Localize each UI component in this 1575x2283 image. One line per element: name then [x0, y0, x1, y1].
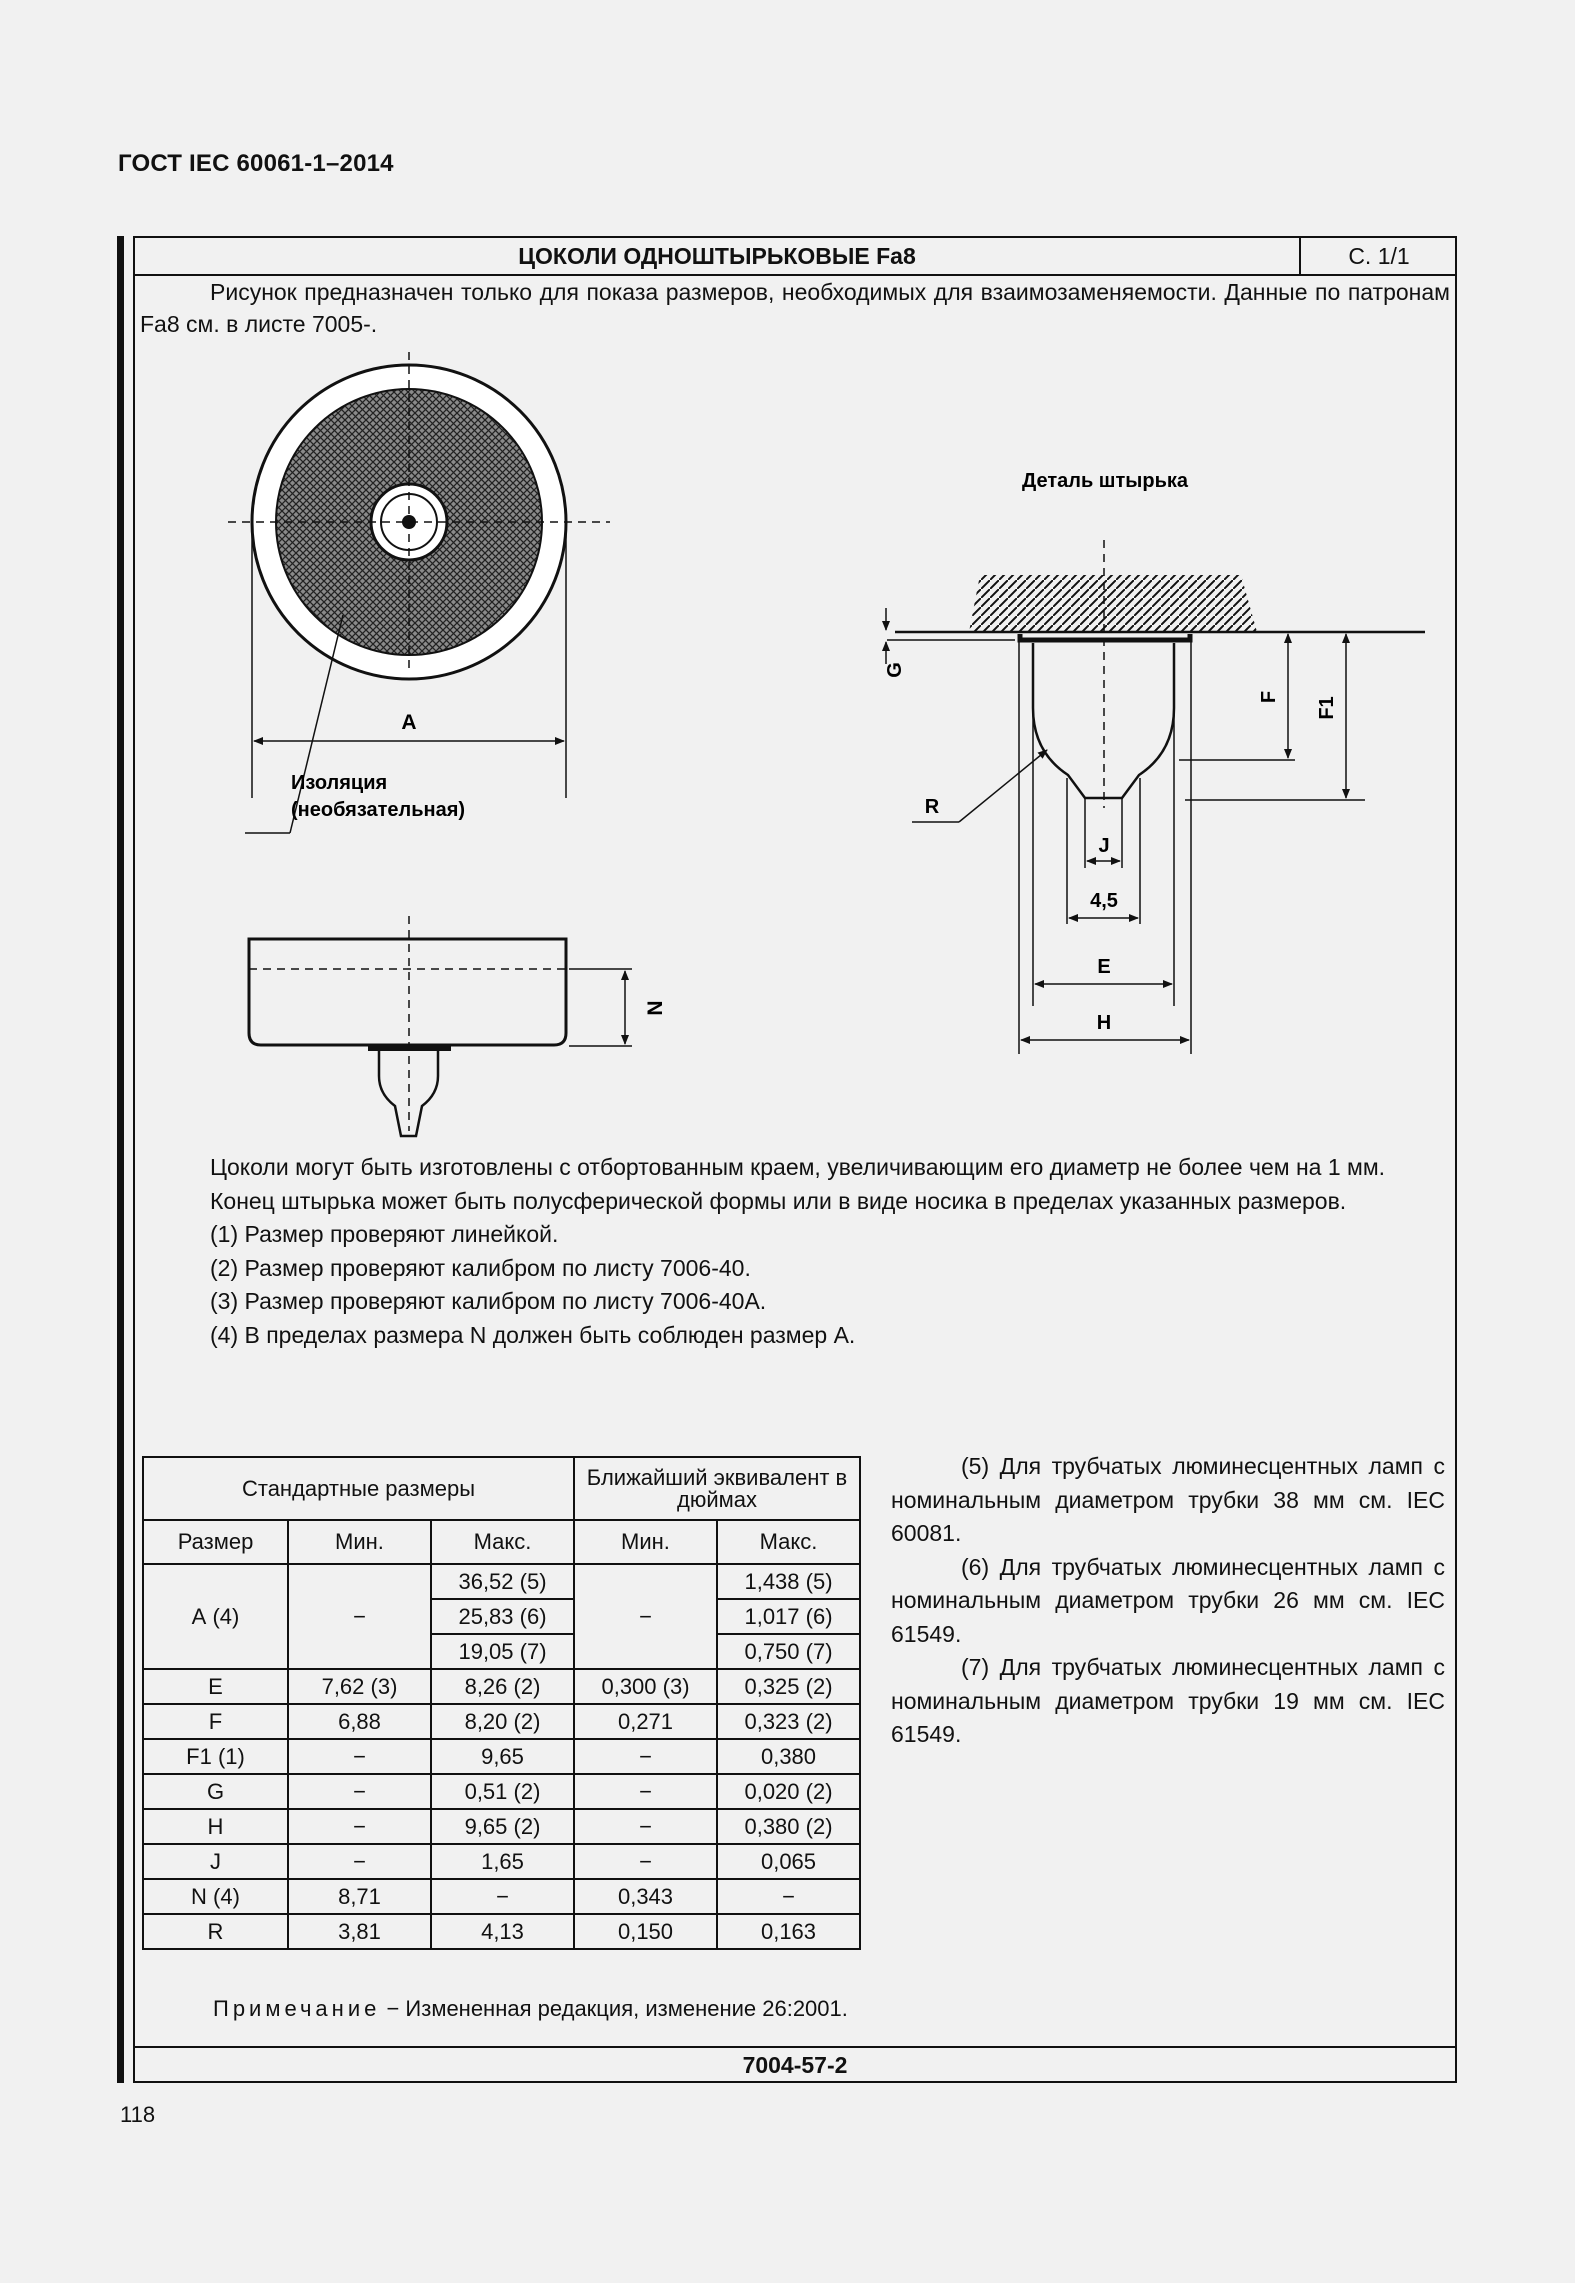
note-item: (4) В пределах размера N должен быть соблюден размер А.	[210, 1321, 856, 1348]
intro-paragraph: Рисунок предназначен только для показа размеров, необходимых для взаимозаменяемости. Данные по патронам Fa8 см. в листе 7005-.	[140, 279, 1450, 337]
sheet-title: ЦОКОЛИ ОДНОШТЫРЬКОВЫЕ Fa8	[135, 238, 1301, 274]
standard-sheet	[133, 236, 1457, 2083]
dimensions-table	[142, 1456, 861, 1950]
table-header-max: Макс.	[431, 1520, 574, 1564]
dim-label-f1: F1	[1316, 696, 1338, 720]
pin-detail-title: Деталь штырька	[1021, 470, 1189, 492]
note-paragraph: Конец штырька может быть полусферической формы или в виде носика в пределах указанных размеров.	[210, 1187, 1347, 1214]
table-row: F 6,88 8,20 (2) 0,271 0,323 (2)	[143, 1704, 860, 1739]
table-row: F1 (1) − 9,65 − 0,380	[143, 1739, 860, 1774]
note-paragraph: Цоколи могут быть изготовлены с отбортованным краем, увеличивающим его диаметр не более чем на 1 мм.	[210, 1154, 1386, 1180]
insulation-note: (необязательная)	[291, 799, 466, 821]
table-row: J − 1,65 − 0,065	[143, 1844, 860, 1879]
note-item: (3) Размер проверяют калибром по листу 7006-40А.	[210, 1288, 767, 1314]
table-group-standard: Стандартные размеры	[143, 1457, 574, 1520]
note-item: (2) Размер проверяют калибром по листу 7006-40.	[210, 1254, 751, 1281]
note-text: − Измененная редакция, изменение 26:2001.	[380, 1996, 848, 2021]
table-header-min: Мин.	[288, 1520, 431, 1564]
page-number: 118	[120, 2102, 156, 2127]
base-top-view	[228, 352, 610, 833]
table-header-size: Размер	[143, 1520, 288, 1564]
notes-section	[140, 1151, 1450, 1352]
dim-label-j: J	[1098, 835, 1110, 857]
table-header-max-inch: Макс.	[717, 1520, 860, 1564]
table-group-inches: Ближайший эквивалент в дюймах	[574, 1457, 860, 1520]
table-row: 19,05 (7) 0,750 (7)	[143, 1634, 860, 1669]
revision-note	[213, 1996, 848, 2022]
footnote: (7) Для трубчатых люминесцентных ламп с номинальным диаметром трубки 19 мм см. IEC 61549.	[891, 1654, 1445, 1747]
table-row: N (4) 8,71 − 0,343 −	[143, 1879, 860, 1914]
table-row: А (4) − 36,52 (5) − 1,438 (5)	[143, 1564, 860, 1599]
table-row: E 7,62 (3) 8,26 (2) 0,300 (3) 0,325 (2)	[143, 1669, 860, 1704]
dim-label-a: A	[401, 711, 417, 734]
dim-label-f: F	[1258, 690, 1280, 704]
pin-detail-view	[884, 470, 1425, 1054]
base-side-view	[249, 916, 667, 1136]
dim-label-h: H	[1096, 1012, 1112, 1034]
dim-label-r: R	[924, 796, 940, 818]
dim-label-g: G	[884, 662, 906, 678]
insulation-label: Изоляция	[291, 772, 388, 794]
footnote: (5) Для трубчатых люминесцентных ламп с номинальным диаметром трубки 38 мм см. IEC 60081.	[891, 1453, 1445, 1546]
footnotes	[891, 1450, 1445, 1752]
table-row: G − 0,51 (2) − 0,020 (2)	[143, 1774, 860, 1809]
table-row: 25,83 (6) 1,017 (6)	[143, 1599, 860, 1634]
sheet-page: С. 1/1	[1348, 242, 1410, 269]
dim-label-4-5: 4,5	[1090, 890, 1118, 912]
note-item: (1) Размер проверяют линейкой.	[210, 1221, 559, 1247]
table-row: H − 9,65 (2) − 0,380 (2)	[143, 1809, 860, 1844]
table-row: R 3,81 4,13 0,150 0,163	[143, 1914, 860, 1949]
footnote: (6) Для трубчатых люминесцентных ламп с номинальным диаметром трубки 26 мм см. IEC 61549.	[891, 1553, 1445, 1647]
sheet-footer-code: 7004-57-2	[135, 2046, 1455, 2083]
document-title: ГОСТ IEC 60061-1–2014	[118, 150, 394, 177]
note-label: Примечание	[213, 1996, 381, 2021]
dim-label-e: E	[1097, 956, 1111, 978]
change-marker-bar	[117, 236, 124, 2083]
table-header-min-inch: Мин.	[574, 1520, 717, 1564]
dim-label-n: N	[644, 1000, 667, 1016]
